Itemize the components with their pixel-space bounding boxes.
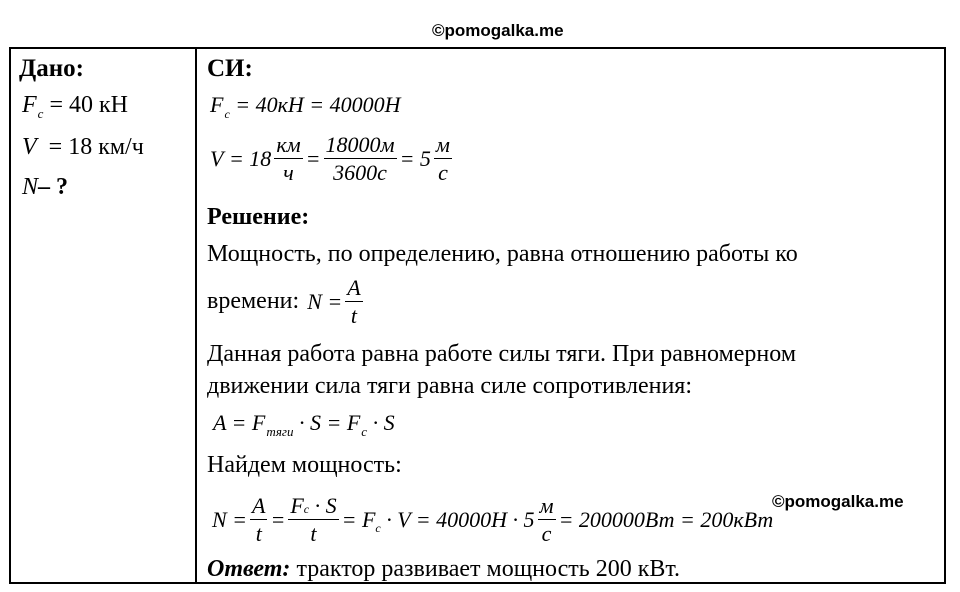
power-fraction-ms: [538, 494, 556, 545]
fraction-denominator: с: [541, 521, 552, 547]
power-calc-middle: · V = 40000Н · 5: [386, 506, 535, 532]
given-unknown: N– ?: [22, 174, 69, 200]
si-speed-mid: = 5: [399, 145, 431, 171]
si-fraction-ms: [434, 133, 452, 184]
find-power-text: Найдем мощность:: [207, 452, 402, 478]
work-explanation-line-2: движении сила тяги равна силе сопротивления:: [207, 373, 693, 399]
fraction-numerator: Fc · S: [288, 494, 338, 520]
power-calculation: N = $\frac{A}{t}$ = $\frac{Fc \cdot S}{t}$ = $F_c$ · V = 40000Н · 5 $\frac{м}{с}$ = 200000Вт = 200кВт: [212, 493, 774, 547]
answer-label: Ответ:: [207, 556, 291, 582]
power-result: = 200000Вт = 200кВт: [558, 506, 774, 532]
definition-line-1: Мощность, по определению, равна отношению работы ко: [207, 241, 798, 267]
si-speed-conversion: V = 18 $\frac{км}{ч}$ = $\frac{18000м}{3600с}$ = 5 $\frac{м}{с}$: [210, 132, 450, 186]
definition-line-2: времени: N = $\frac{A}{t}$: [207, 275, 361, 329]
work-formula-middle: · S = F: [299, 410, 361, 435]
fraction-denominator: с: [438, 160, 448, 186]
fraction-numerator: м: [434, 133, 452, 159]
power-fraction-fs-t: [288, 494, 338, 545]
tyagi-subscript: тяги: [266, 424, 294, 439]
work-formula-end: · S: [372, 410, 395, 435]
given-force-value: = 40 кН: [49, 92, 128, 118]
solution-header: Решение:: [207, 204, 310, 230]
given-header: Дано:: [19, 55, 84, 82]
si-force-value: = 40кН = 40000Н: [235, 92, 401, 117]
fraction-numerator: м: [538, 494, 556, 520]
fraction-denominator: t: [350, 303, 357, 329]
answer-text: трактор развивает мощность 200 кВт.: [290, 556, 681, 582]
given-force: $F_c = 40$ кН: [22, 92, 128, 121]
si-header: СИ:: [207, 55, 253, 82]
power-definition-fraction: [345, 276, 362, 327]
fraction-denominator: 3600с: [333, 160, 387, 186]
fraction-denominator: t: [310, 521, 317, 547]
si-force-conversion: $F_c = 40кН = 40000Н$: [210, 92, 401, 121]
si-speed-prefix: = 18: [228, 145, 272, 171]
fraction-denominator: t: [255, 521, 262, 547]
column-divider: [195, 47, 197, 584]
watermark-top: ©pomogalka.me: [432, 21, 564, 40]
fraction-numerator: A: [345, 276, 362, 302]
given-speed-value: = 18 км/ч: [48, 134, 144, 160]
definition-text: времени:: [207, 288, 300, 315]
work-explanation-line-1: Данная работа равна работе силы тяги. При равномерном: [207, 341, 797, 367]
si-fraction-km-h: [274, 133, 302, 184]
given-speed: V = 18 км/ч: [22, 134, 144, 160]
answer-line: [207, 556, 680, 583]
fraction-denominator: ч: [283, 160, 294, 186]
given-unknown-value: – ?: [38, 174, 69, 200]
power-fraction-a-t: [250, 494, 267, 545]
work-formula: $A = F_{тяги} \cdot S = F_c \cdot S$: [213, 410, 395, 439]
si-fraction-m-s: [324, 133, 397, 184]
fraction-numerator: 18000м: [324, 133, 397, 159]
fraction-numerator: A: [250, 494, 267, 520]
watermark-inline: ©pomogalka.me: [772, 492, 904, 511]
fraction-numerator: км: [274, 133, 302, 159]
